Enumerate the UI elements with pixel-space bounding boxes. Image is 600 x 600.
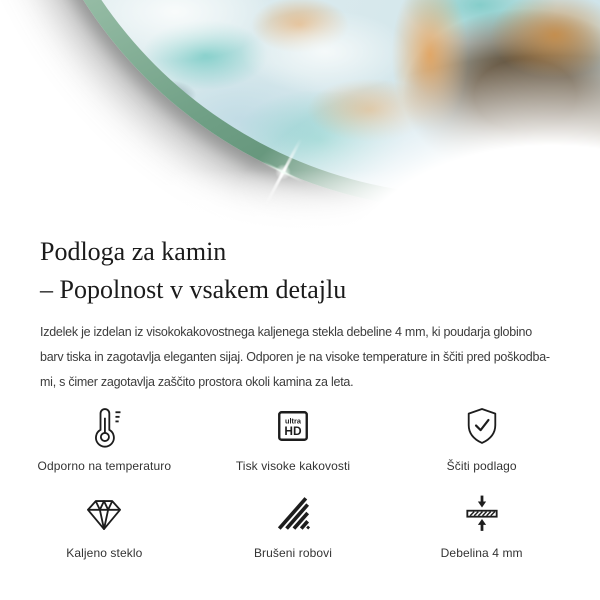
- brushed-edges-icon: [271, 491, 315, 535]
- title-line-1: Podloga za kamin: [40, 237, 227, 266]
- photo-white-fade: [0, 0, 600, 230]
- feature-label: Brušeni robovi: [253, 546, 333, 560]
- page-title: [40, 233, 560, 309]
- feature-label: Kaljeno steklo: [66, 546, 143, 560]
- title-line-2: – Popolnost v vsakem detajlu: [40, 275, 347, 304]
- feature-tempered-glass: [10, 491, 199, 560]
- feature-thickness: [387, 491, 576, 560]
- feature-label: Tisk visoke kakovosti: [235, 459, 351, 473]
- feature-temperature: [10, 404, 199, 473]
- ultra-hd-text-bottom: HD: [284, 424, 302, 439]
- thermometer-icon: [82, 404, 126, 448]
- paragraph-line: Izdelek je izdelan iz visokokakovostnega kaljenega stekla debeline 4 mm, ki poudarja globino: [40, 325, 532, 339]
- hero-product-photo: [0, 0, 600, 230]
- feature-grid: [0, 404, 600, 560]
- product-paragraph: [40, 320, 560, 395]
- diamond-icon: [82, 491, 126, 535]
- feature-label: Odporno na temperaturo: [37, 459, 172, 473]
- shield-check-icon: [460, 404, 504, 448]
- thickness-4mm-icon: [460, 491, 504, 535]
- paragraph-line: barv tiska in zagotavlja eleganten sijaj. Odporen je na visoke temperature in ščiti pred poškodba-: [40, 350, 550, 364]
- paragraph-line: mi, s čimer zagotavlja zaščito prostora okoli kamina za leta.: [40, 375, 354, 389]
- feature-print-quality: [199, 404, 388, 473]
- ultra-hd-icon: [271, 404, 315, 448]
- feature-polished-edges: [199, 491, 388, 560]
- feature-protection: [387, 404, 576, 473]
- feature-label: Debelina 4 mm: [440, 546, 523, 560]
- feature-label: Ščiti podlago: [446, 459, 517, 473]
- ultra-hd-text-top: ultra: [285, 416, 301, 426]
- product-description-section: [0, 230, 600, 395]
